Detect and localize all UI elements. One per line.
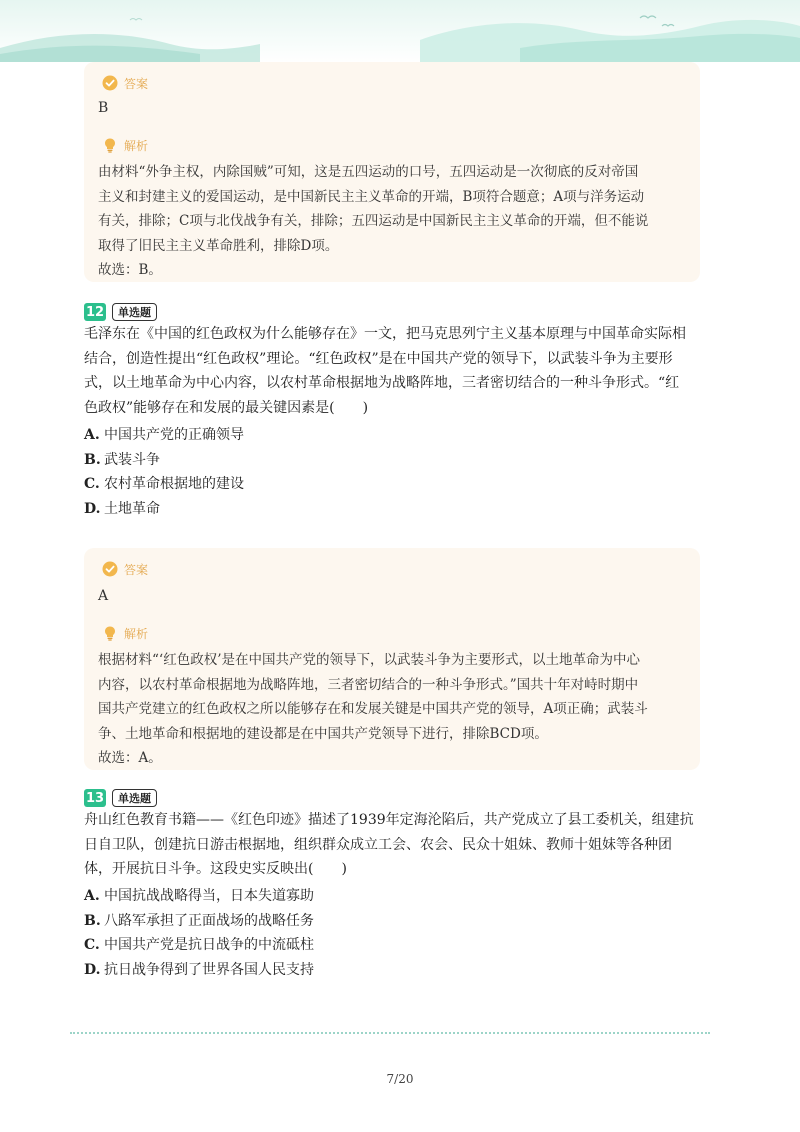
lightbulb-icon [102,137,118,153]
option-key: C. [84,937,100,953]
question-number-badge: 12 [85,304,105,320]
option-c[interactable] [84,933,684,958]
option-c[interactable] [84,472,684,497]
analysis-line: 主义和封建主义的爱国运动，是中国新民主主义革命的开端，B项符合题意；A项与洋务运动 [98,188,645,205]
analysis-conclusion: 故选：B。 [98,262,162,278]
stem-line: 结合，创造性提出“红色政权”理论。“红色政权”是在中国共产党的领导下，以武装斗争为主要形 [84,350,673,367]
option-text: 抗日战争得到了世界各国人民支持 [104,961,314,978]
option-text: 武装斗争 [104,451,160,468]
analysis-line: 根据材料“‘红色政权’是在中国共产党的领导下，以武装斗争为主要形式，以土地革命为中心 [98,652,640,668]
analysis-conclusion: 故选：A。 [98,750,162,766]
option-text: 中国共产党的正确领导 [104,427,244,443]
answer-value: A [98,588,109,604]
answer-analysis-box-q11 [84,62,700,282]
analysis-label: 解析 [124,626,149,641]
question-12-stem [84,322,704,420]
option-b[interactable] [84,909,684,934]
analysis-line: 争、土地革命和根据地的建设都是在中国共产党领导下进行，排除BCD项。 [98,725,548,742]
question-12-options [84,423,684,521]
lightbulb-icon [102,625,118,641]
option-key: B. [84,451,101,468]
option-d[interactable] [84,497,684,522]
stem-line: 体，开展抗日斗争。这段史实反映出( ) [84,861,347,877]
answer-label: 答案 [124,562,149,577]
option-text: 中国共产党是抗日战争的中流砥柱 [104,937,314,953]
question-type-badge: 单选题 [112,303,157,321]
stem-line: 式，以土地革命为中心内容，以农村革命根据地为战略阵地，三者密切结合的一种斗争形式。“红 [84,375,680,391]
question-type-badge: 单选题 [112,789,157,807]
option-key: C. [84,476,100,492]
option-key: D. [84,961,101,978]
question-12-header [84,302,157,322]
stem-line: 日自卫队，创建抗日游击根据地，组织群众成立工会、农会、民众十姐妹、教师十姐妹等各种团 [84,836,672,853]
option-key: A. [84,427,100,443]
analysis-text [98,160,686,283]
analysis-text [98,648,686,771]
question-13-stem [84,808,704,882]
option-a[interactable] [84,884,684,909]
answer-label: 答案 [124,76,149,91]
option-key: B. [84,912,101,929]
option-key: A. [84,888,100,904]
answer-analysis-box-q12 [84,548,700,770]
answer-tag [102,74,148,92]
answer-value: B [98,100,109,116]
option-d[interactable] [84,958,684,983]
check-circle-icon [102,561,118,577]
analysis-line: 有关，排除；C项与北伐战争有关，排除；五四运动是中国新民主主义革命的开端，但不能说 [98,213,649,229]
option-text: 土地革命 [104,500,160,517]
header-banner-decoration [0,0,800,62]
option-text: 八路军承担了正面战场的战略任务 [104,912,314,929]
check-circle-icon [102,75,118,91]
analysis-line: 国共产党建立的红色政权之所以能够存在和发展关键是中国共产党的领导，A项正确；武装斗 [98,701,648,717]
option-a[interactable] [84,423,684,448]
analysis-label: 解析 [124,138,149,153]
question-13-options [84,884,684,982]
option-text: 农村革命根据地的建设 [104,476,244,492]
analysis-line: 由材料“外争主权，内除国贼”可知，这是五四运动的口号，五四运动是一次彻底的反对帝国 [98,164,639,180]
option-b[interactable] [84,448,684,473]
option-text: 中国抗战战略得当，日本失道寡助 [104,888,314,904]
analysis-tag [102,136,148,154]
page-number: 7/20 [386,1072,414,1086]
option-key: D. [84,500,101,517]
stem-line: 毛泽东在《中国的红色政权为什么能够存在》一文，把马克思列宁主义基本原理与中国革命实际相 [84,326,686,342]
analysis-tag [102,624,148,642]
answer-tag [102,560,148,578]
footer-divider [70,1032,710,1034]
question-number-badge: 13 [85,790,105,806]
stem-line: 色政权”能够存在和发展的最关键因素是( ) [84,399,369,416]
analysis-line: 内容，以农村革命根据地为战略阵地，三者密切结合的一种斗争形式。”国共十年对峙时期中 [98,676,639,693]
analysis-line: 取得了旧民主主义革命胜利，排除D项。 [98,237,339,254]
stem-line: 舟山红色教育书籍——《红色印迹》描述了1939年定海沦陷后，共产党成立了县工委机关，组建抗 [84,812,694,828]
question-13-header [84,788,157,808]
